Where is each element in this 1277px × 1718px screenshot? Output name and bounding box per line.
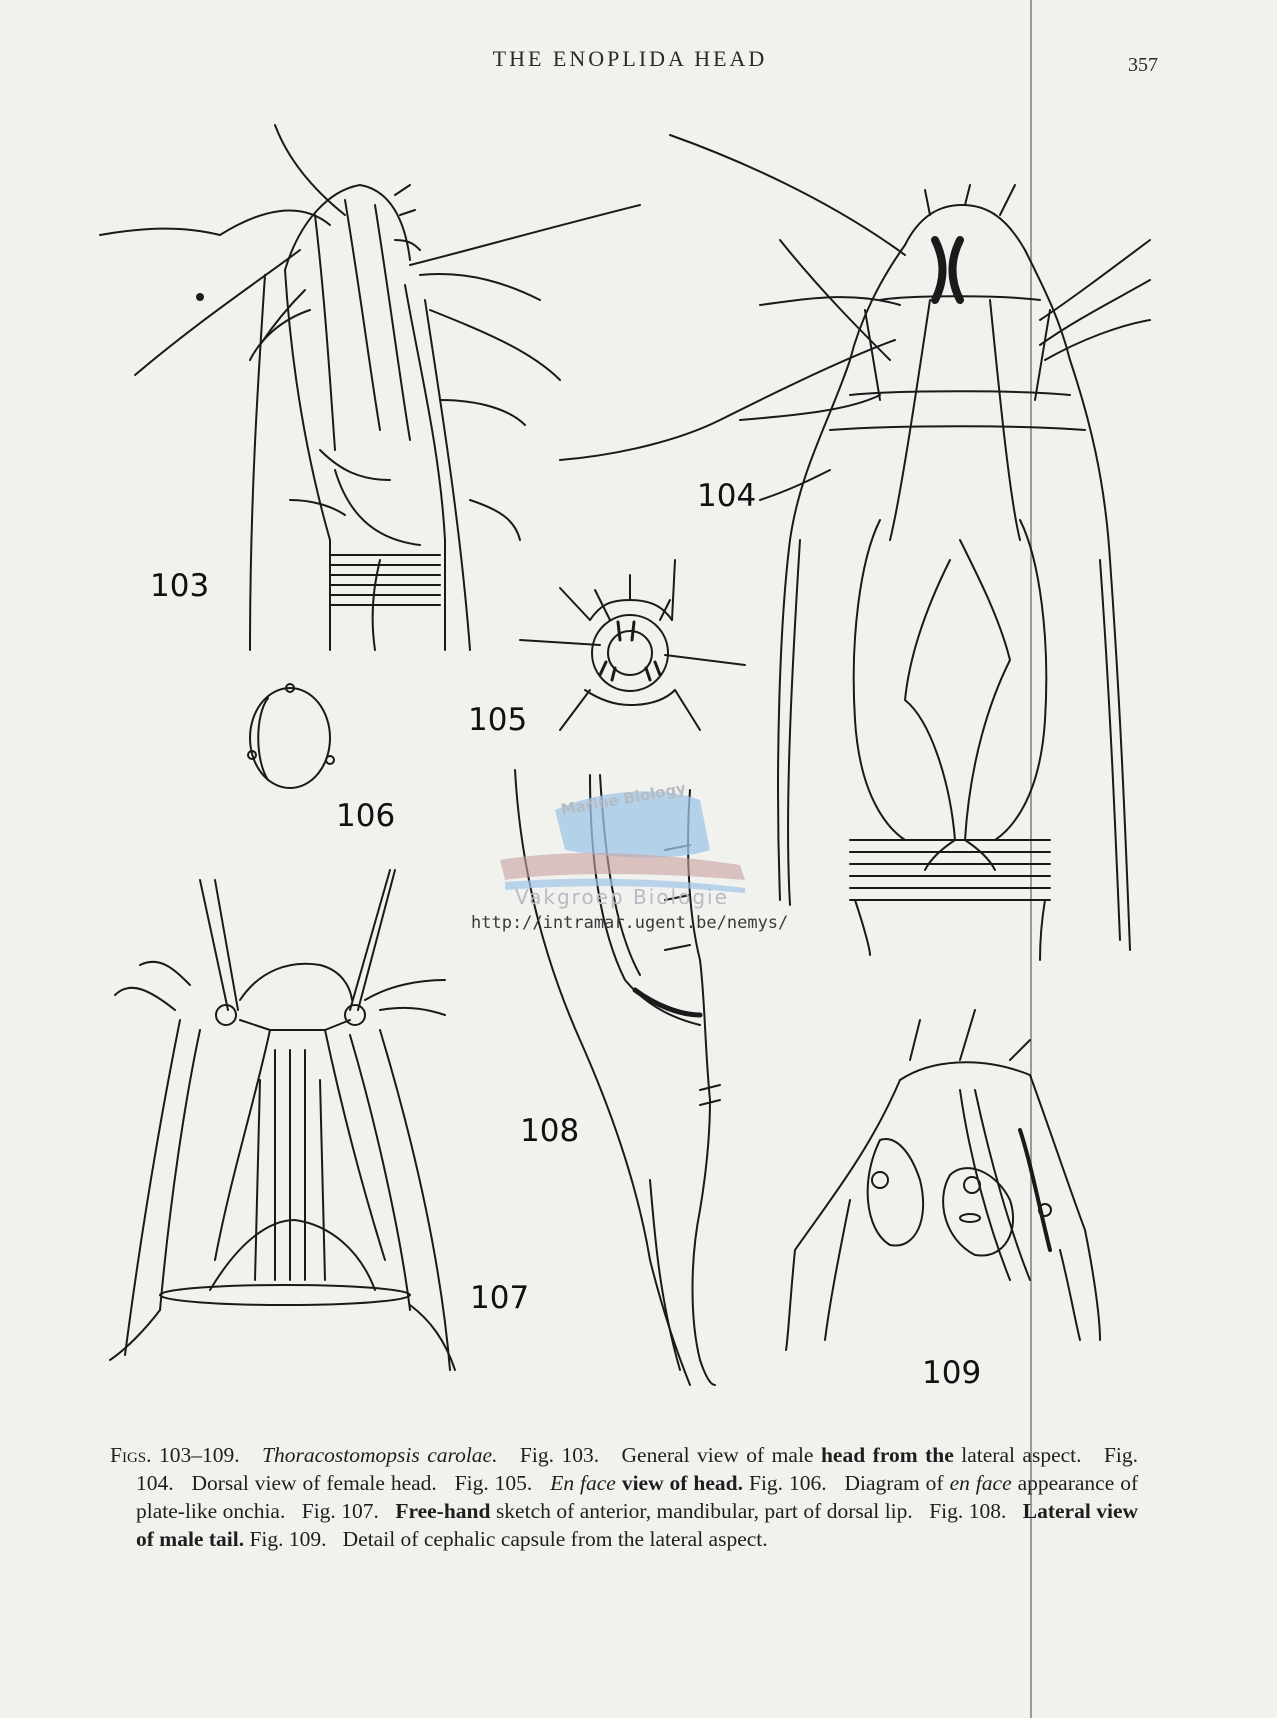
fig-106-drawing <box>248 684 334 788</box>
caption-fig107-ref: Fig. 107. <box>301 1499 379 1523</box>
caption-fig104-text: Dorsal view of female head. <box>191 1471 437 1495</box>
fig-109-drawing <box>786 1010 1100 1350</box>
caption-fig105-b: view of head. <box>621 1471 744 1495</box>
caption-fig106-a: Diagram of <box>844 1471 944 1495</box>
caption-fig107-a: Free-hand <box>395 1499 491 1523</box>
watermark-arc-text: Marine Biology <box>559 779 688 819</box>
fig-label-109: 109 <box>922 1355 982 1391</box>
caption-fig106-c: appearance of plate-like onchia. <box>136 1471 1139 1523</box>
fig-label-106: 106 <box>336 798 396 834</box>
fig-107-drawing <box>110 870 455 1370</box>
caption-species: Thoracostomopsis carolae. <box>262 1443 498 1467</box>
caption-fig109-text: Detail of cephalic capsule from the lateral aspect. <box>342 1527 768 1551</box>
fig-label-103: 103 <box>150 568 210 604</box>
running-head: THE ENOPLIDA HEAD <box>492 46 768 71</box>
caption-figs-label: Figs. 103–109. <box>110 1443 240 1467</box>
fig-label-107: 107 <box>470 1280 530 1316</box>
caption-fig103-ref: Fig. 103. <box>519 1443 600 1467</box>
caption-fig107-b: sketch of anterior, mandibular, part of dorsal lip. <box>495 1499 913 1523</box>
caption-fig104-ref: Fig. 104. <box>136 1443 1139 1495</box>
caption-fig106-b: en face <box>949 1471 1012 1495</box>
caption-fig103-c: lateral aspect. <box>961 1443 1082 1467</box>
fig-label-104: 104 <box>697 478 757 514</box>
watermark-group-text: Vakgroep Biologie <box>515 885 729 909</box>
fig-label-108: 108 <box>520 1113 580 1149</box>
fig-label-105: 105 <box>468 702 528 738</box>
caption-fig106-ref: Fig. 106. <box>748 1471 827 1495</box>
caption-fig103-a: General view of male <box>621 1443 814 1467</box>
page-number: 357 <box>1128 54 1158 76</box>
figure-caption <box>110 1441 1138 1553</box>
caption-fig105-a: En face <box>550 1471 616 1495</box>
caption-fig105-ref: Fig. 105. <box>454 1471 533 1495</box>
caption-fig108-text: Lateral view of male tail. <box>136 1499 1139 1551</box>
fig-105-drawing <box>520 560 745 730</box>
caption-fig108-ref: Fig. 108. <box>929 1499 1007 1523</box>
caption-fig103-b: head from the <box>820 1443 954 1467</box>
caption-fig109-ref: Fig. 109. <box>249 1527 327 1551</box>
watermark-url: http://intramar.ugent.be/nemys/ <box>471 913 789 933</box>
